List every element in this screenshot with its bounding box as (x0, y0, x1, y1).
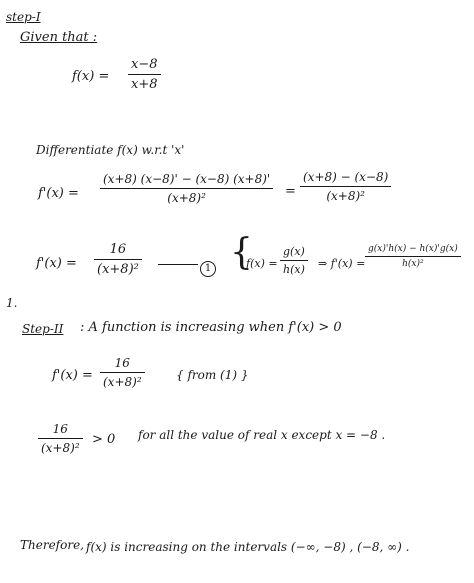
derivative-recall-denominator: (x+8)² (103, 375, 142, 389)
result-denominator: (x+8)² (97, 262, 139, 277)
function-numerator: x−8 (131, 57, 158, 72)
fraction-bar (38, 438, 83, 439)
given-text: Given that : (20, 30, 98, 45)
reference-note: { from (1) } (176, 368, 249, 382)
inequality-fraction (38, 422, 83, 455)
inequality-numerator: 16 (52, 422, 68, 436)
result-numerator: 16 (109, 242, 127, 257)
step-one-heading: step-I (6, 10, 41, 24)
simplified-denominator: (x+8)² (326, 189, 365, 203)
quotient-rule-h: h(x) (283, 263, 305, 276)
result-lhs: f'(x) = (36, 256, 77, 271)
function-lhs: f(x) = (72, 69, 110, 84)
quotient-rule-g: g(x) (283, 245, 305, 258)
quotient-numerator: (x+8) (x−8)' − (x−8) (x+8)' (103, 172, 271, 186)
quotient-rule-derivative-numerator: g(x)'h(x) − h(x)'g(x) (368, 244, 458, 254)
quotient-rule-derivative-denominator: h(x)² (402, 259, 424, 269)
quotient-rule-brace: { (230, 232, 253, 273)
domain-note: for all the value of real x except x = −8 . (138, 428, 386, 442)
leader-line (158, 264, 198, 265)
equation-marker: 1 (200, 256, 216, 277)
result-fraction (94, 242, 142, 277)
simplified-numerator: (x+8) − (x−8) (303, 170, 389, 184)
fraction-bar (128, 74, 161, 75)
quotient-rule-f: f(x) = (246, 257, 278, 270)
derivative-recall-fraction (100, 356, 145, 389)
conclusion-label: Therefore, (20, 538, 84, 552)
quotient-rule-derivative (365, 244, 461, 269)
problem-number: 1. (6, 296, 18, 310)
quotient-rule-implies: ⇒ f'(x) = (318, 257, 366, 270)
function-denominator: x+8 (131, 77, 158, 92)
fraction-bar (300, 186, 391, 187)
quotient-denominator: (x+8)² (167, 191, 206, 205)
inequality-denominator: (x+8)² (41, 441, 80, 455)
simplified-fraction (300, 170, 391, 203)
function-fraction (128, 57, 161, 92)
fraction-bar (100, 372, 145, 373)
fraction-bar (94, 259, 142, 260)
derivative-recall-lhs: f'(x) = (52, 368, 93, 383)
fraction-bar (280, 260, 308, 261)
differentiate-text: Differentiate f(x) w.r.t 'x' (36, 143, 185, 157)
step-two-heading: Step-II (22, 322, 64, 336)
increasing-condition: : A function is increasing when f'(x) > 0 (80, 320, 342, 335)
quotient-rule-fraction (100, 172, 273, 205)
equals-sign: = (285, 184, 296, 199)
derivative-recall-numerator: 16 (114, 356, 130, 370)
inequality-rhs: > 0 (92, 432, 116, 447)
conclusion-statement: f(x) is increasing on the intervals (−∞, −8) , (−8, ∞) . (86, 540, 410, 554)
derivative-lhs: f'(x) = (38, 186, 79, 201)
fraction-bar (365, 256, 461, 257)
quotient-rule-gh (280, 245, 308, 276)
fraction-bar (100, 188, 273, 189)
